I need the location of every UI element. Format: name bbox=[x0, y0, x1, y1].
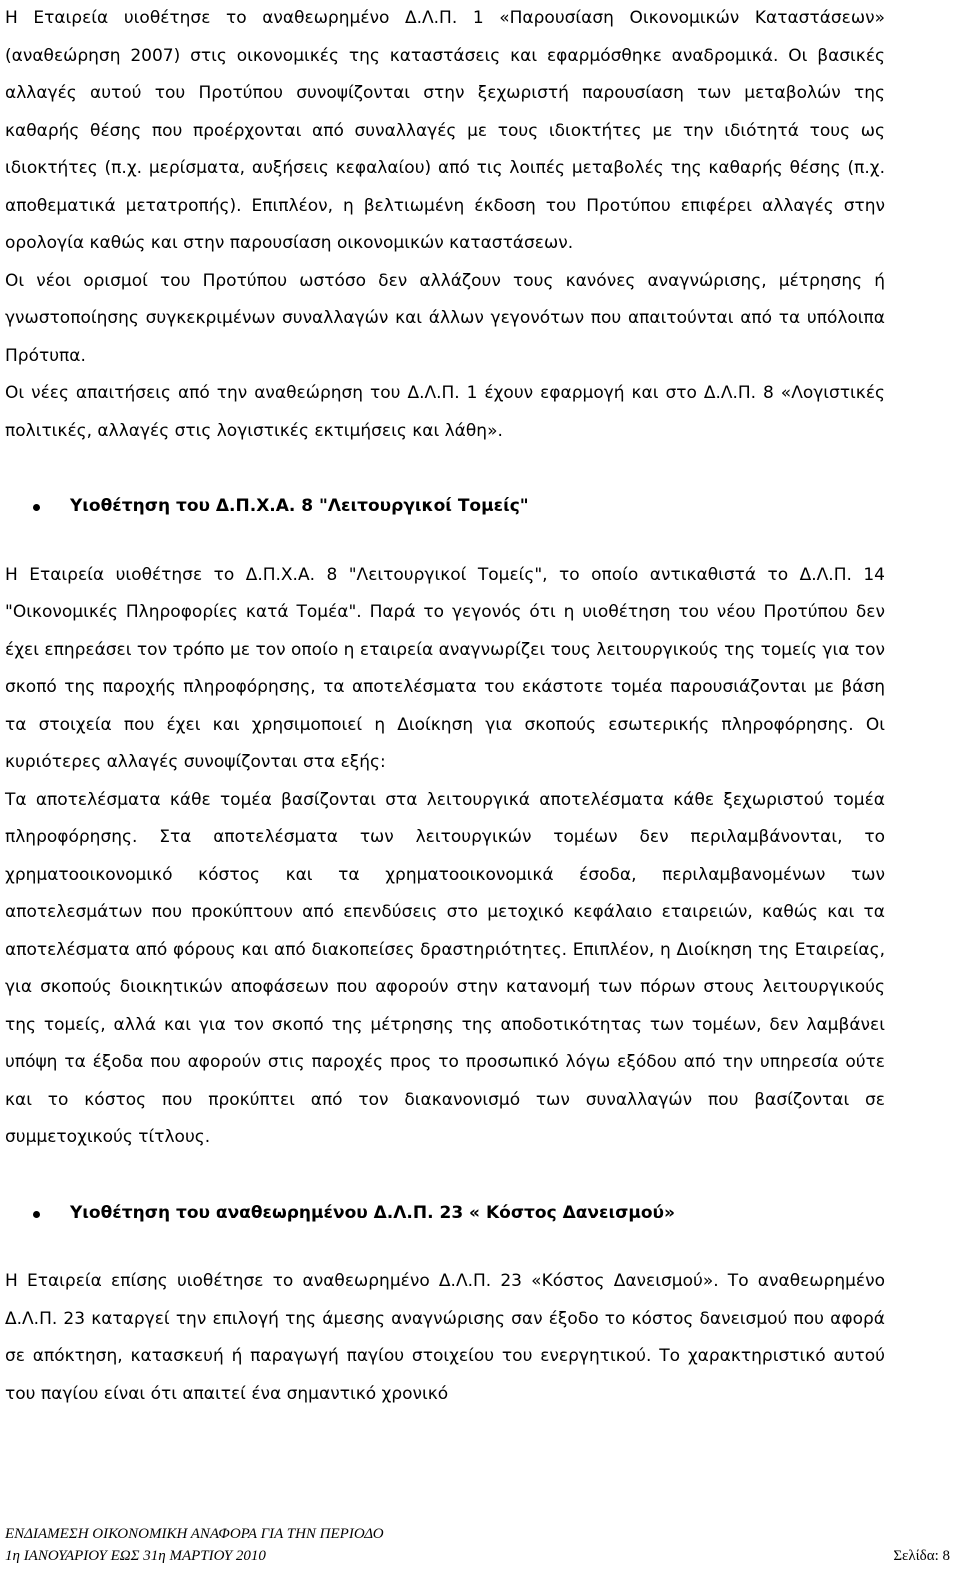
spacer bbox=[5, 1232, 885, 1263]
document-body bbox=[5, 0, 885, 1413]
spacer bbox=[5, 526, 885, 557]
paragraph-ifrs8-adoption: Η Εταιρεία υιοθέτησε το Δ.Π.Χ.Α. 8 "Λειτουργικοί Τομείς", το οποίο αντικαθιστά το Δ.Λ.Π. 14 "Οικονομικές Πληροφορίες κατά Τομέα". Παρά το γεγονός ότι η υιοθέτηση του νέου Προτύπου δεν έχει επηρεάσει τον τρόπο με τον οποίο η εταιρεία αναγνωρίζει τους λειτουργικούς της τομείς για τον σκοπό της παροχής πληροφόρησης, τα αποτελέσματα του εκάστοτε τομέα παρουσιάζονται με βάση τα στοιχεία που έχει και χρησιμοποιεί η Διοίκηση για σκοπούς εσωτερικής πληροφόρησης. Οι κυριότερες αλλαγές συνοψίζονται στα εξής: bbox=[5, 564, 885, 772]
spacer bbox=[5, 1157, 885, 1195]
bullet-icon bbox=[33, 1211, 40, 1218]
heading-ias23 bbox=[5, 1195, 885, 1233]
heading-ifrs8-text: Υιοθέτηση του Δ.Π.Χ.Α. 8 "Λειτουργικοί Τομείς" bbox=[70, 496, 529, 516]
heading-ias23-text: Υιοθέτηση του αναθεωρημένου Δ.Λ.Π. 23 « Κόστος Δανεισμού» bbox=[70, 1202, 675, 1223]
paragraph-ias1-adoption: Η Εταιρεία υιοθέτησε το αναθεωρημένο Δ.Λ.Π. 1 «Παρουσίαση Οικονομικών Καταστάσεων» (αναθεώρηση 2007) στις οικονομικές της καταστάσεις και εφαρμόσθηκε αναδρομικά. Οι βασικές αλλαγές αυτού του Προτύπου συνοψίζονται στην ξεχωριστή παρουσίαση των μεταβολών της καθαρής θέσης που προέρχονται από συναλλαγές με τους ιδιοκτήτες με την ιδιότητά τους ως ιδιοκτήτες (π.χ. μερίσματα, αυξήσεις κεφαλαίου) από τις λοιπές μεταβολές της καθαρής θέσης (π.χ. αποθεματικά μετατροπής). Επιπλέον, η βελτιωμένη έκδοση του Προτύπου επιφέρει αλλαγές στην ορολογία καθώς και στην παρουσίαση οικονομικών καταστάσεων. bbox=[5, 8, 885, 253]
page-number: Σελίδα: 8 bbox=[893, 1548, 950, 1564]
paragraph-ias23-adoption: Η Εταιρεία επίσης υιοθέτησε το αναθεωρημένο Δ.Λ.Π. 23 «Κόστος Δανεισμού». Το αναθεωρημένο Δ.Λ.Π. 23 καταργεί την επιλογή της άμεσης αναγνώρισης σαν έξοδο το κόστος δανεισμού που αφορά σε απόκτηση, κατασκευή ή παραγωγή παγίου στοιχείου του ενεργητικού. Το χαρακτηριστικό αυτού του παγίου είναι ότι απαιτεί ένα σημαντικό χρονικό bbox=[5, 1271, 885, 1404]
bullet-icon bbox=[33, 504, 40, 511]
footer-report-period: 1η ΙΑΝΟΥΑΡΙΟΥ ΕΩΣ 31η ΜΑΡΤΙΟΥ 2010 bbox=[5, 1548, 266, 1564]
footer-report-title: ΕΝΔΙΑΜΕΣΗ ΟΙΚΟΝΟΜΙΚΗ ΑΝΑΦΟΡΑ ΓΙΑ ΤΗΝ ΠΕΡΙΟΔΟ bbox=[5, 1526, 384, 1542]
paragraph-ias8-impact: Οι νέες απαιτήσεις από την αναθεώρηση του Δ.Λ.Π. 1 έχουν εφαρμογή και στο Δ.Λ.Π. 8 «Λογιστικές πολιτικές, αλλαγές στις λογιστικές εκτιμήσεις και λάθη». bbox=[5, 383, 885, 441]
paragraph-segment-results: Τα αποτελέσματα κάθε τομέα βασίζονται στα λειτουργικά αποτελέσματα κάθε ξεχωριστού τομέα πληροφόρησης. Στα αποτελέσματα των λειτουργικών τομέων δεν περιλαμβάνονται, το χρηματοοικονομικό κόστος και τα χρηματοοικονομικά έσοδα, περιλαμβανομένων των αποτελεσμάτων που προκύπτουν από επενδύσεις στο μετοχικό κεφάλαιο εταιρειών, καθώς και τα αποτελέσματα από φόρους και από διακοπείσες δραστηριότητες. Επιπλέον, η Διοίκηση της Εταιρείας, για σκοπούς διοικητικών αποφάσεων που αφορούν στην κατανομή των πόρων στους λειτουργικούς της τομείς, αλλά και για τον σκοπό της μέτρησης της αποδοτικότητας των τομέων, δεν λαμβάνει υπόψη τα έξοδα που αφορούν στις παροχές προς το προσωπικό λόγω εξόδου από την υπηρεσία ούτε και το κόστος που προκύπτει από τον διακανονισμό των συναλλαγών που βασίζονται σε συμμετοχικούς τίτλους. bbox=[5, 789, 885, 1147]
paragraph-new-definitions: Οι νέοι ορισμοί του Προτύπου ωστόσο δεν αλλάζουν τους κανόνες αναγνώρισης, μέτρησης ή γνωστοποίησης συγκεκριμένων συναλλαγών και άλλων γεγονότων που απαιτούνται από τα υπόλοιπα Πρότυπα. bbox=[5, 270, 885, 366]
spacer bbox=[5, 450, 885, 488]
heading-ifrs8 bbox=[5, 488, 885, 526]
